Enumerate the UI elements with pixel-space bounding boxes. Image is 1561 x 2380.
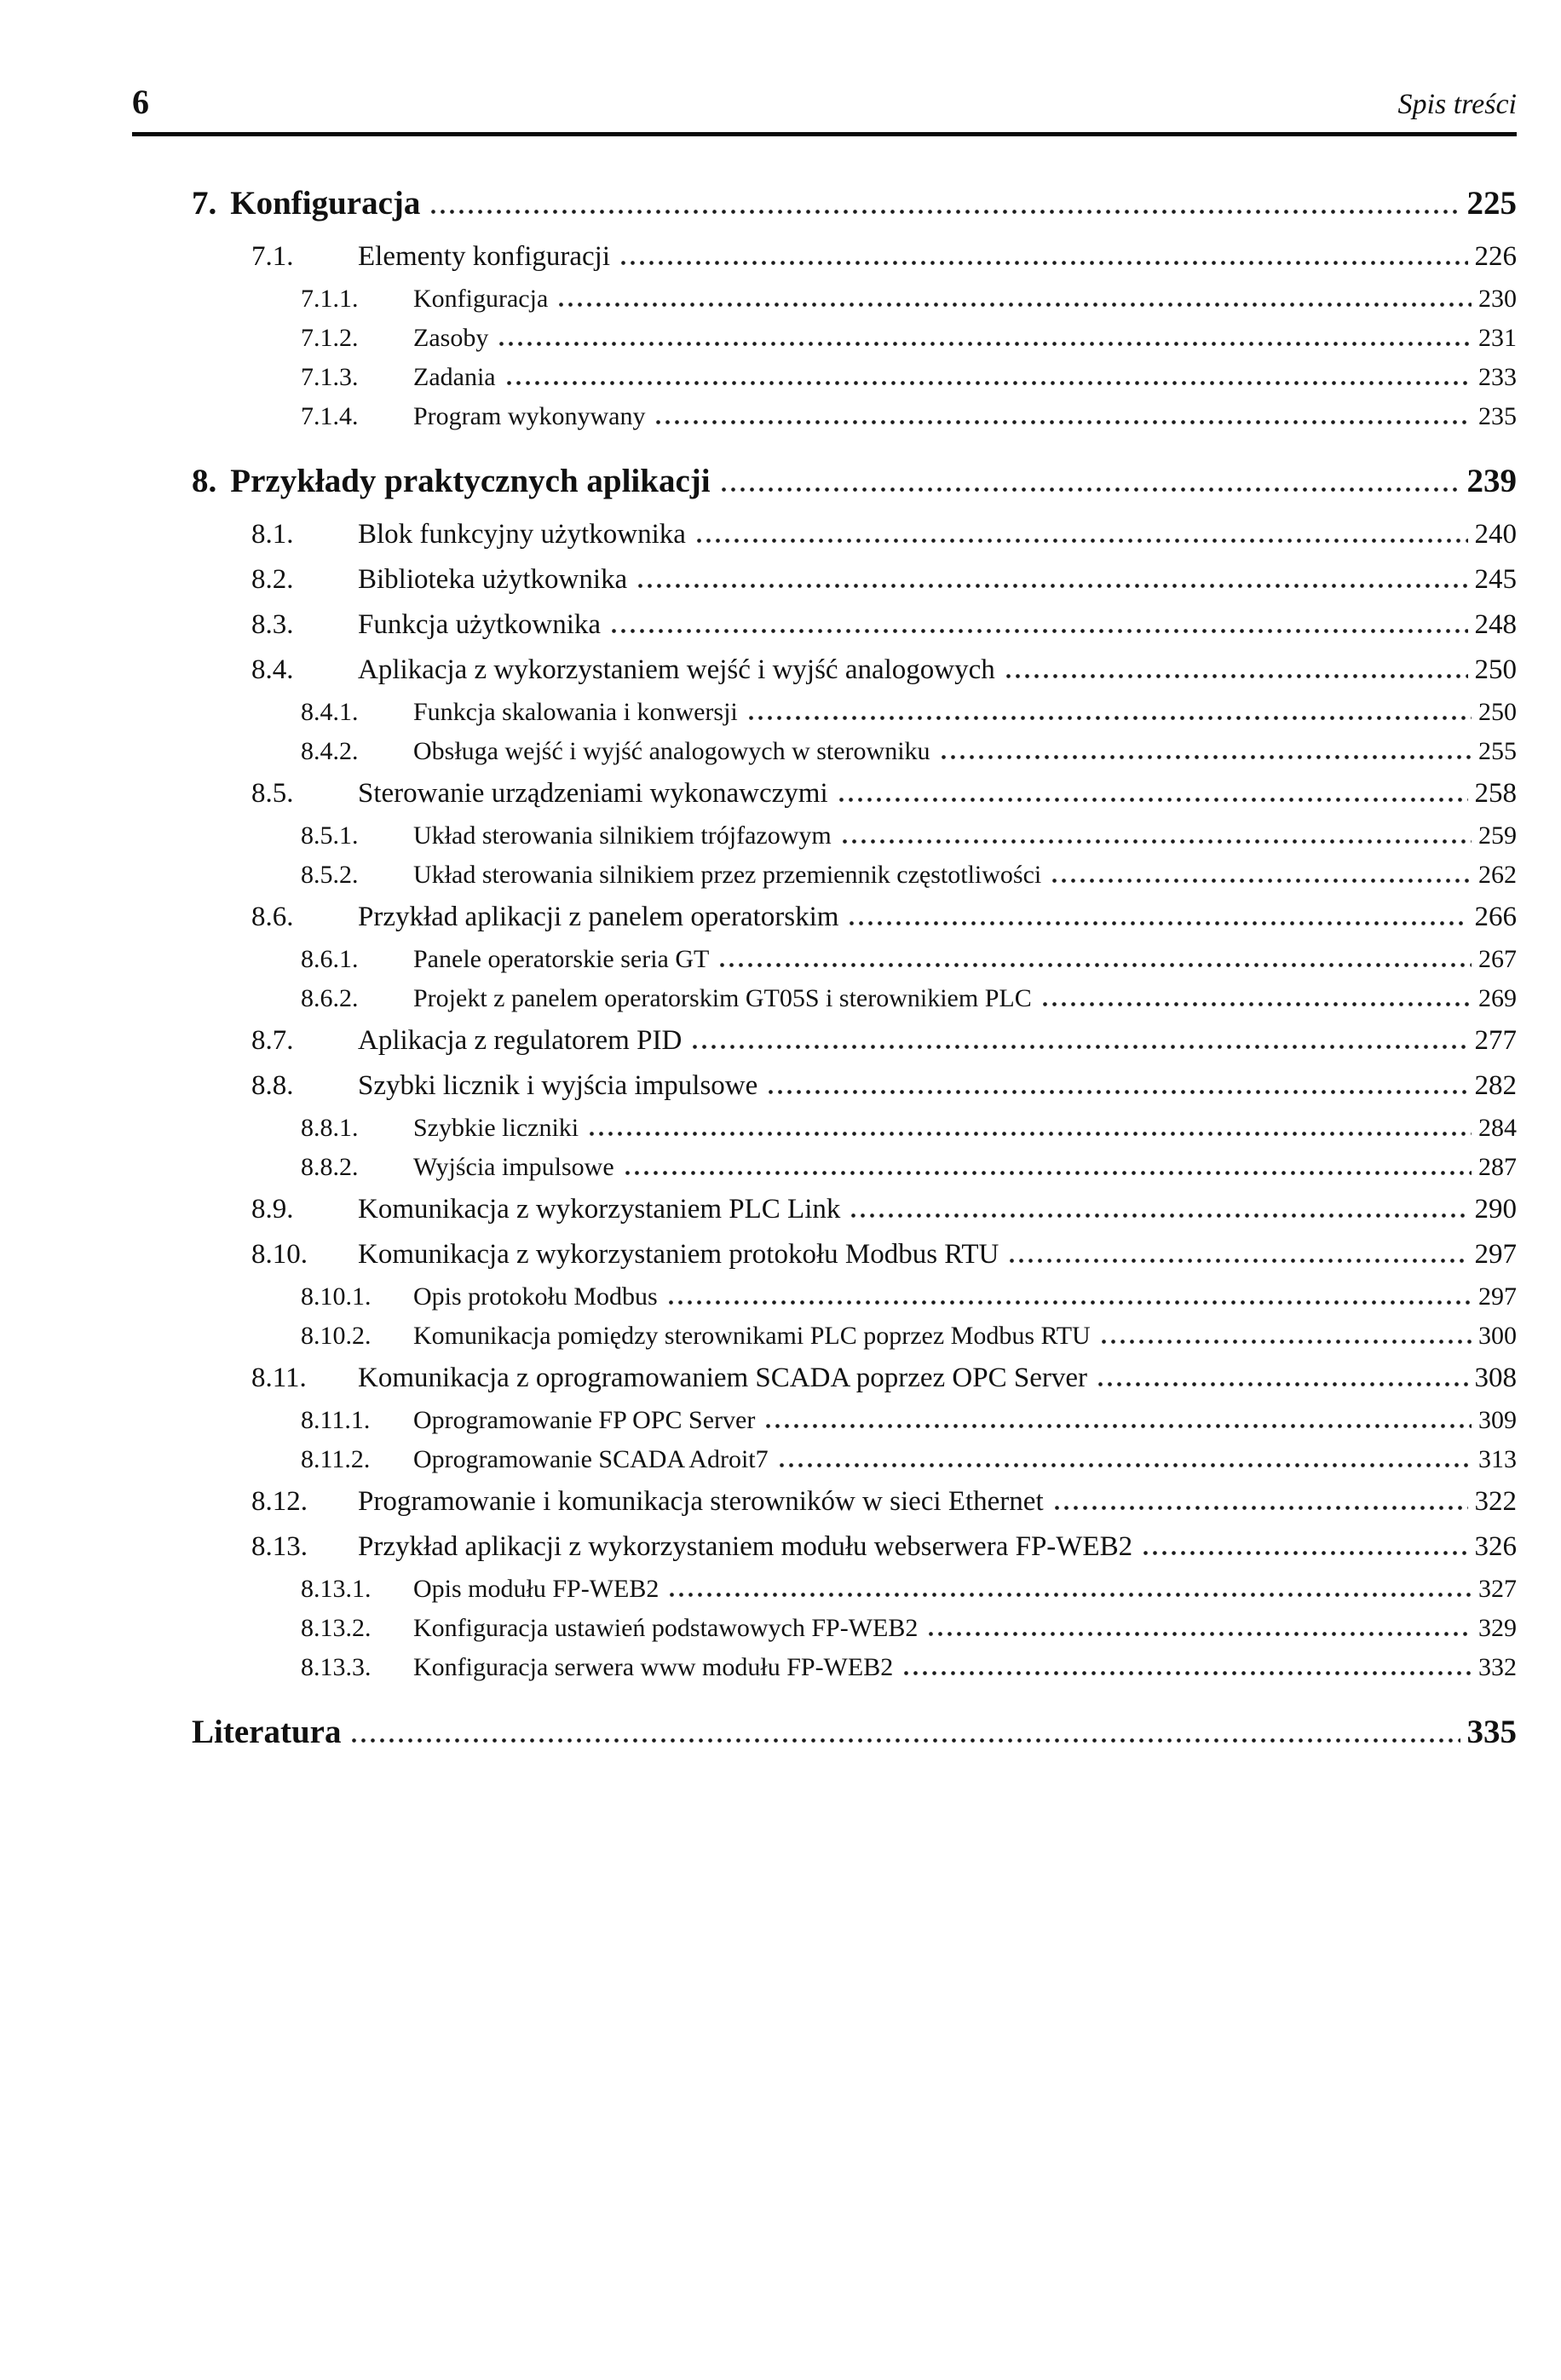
toc-entry — [132, 648, 1517, 693]
dot-leader — [1052, 1506, 1468, 1510]
toc-entry-number: 8.6.1. — [301, 945, 359, 973]
toc-entry — [132, 1148, 1517, 1187]
toc-entry — [132, 1440, 1517, 1479]
toc-entry-title: Aplikacja z wykorzystaniem wejść i wyjść analogowych — [358, 654, 995, 685]
toc-entry — [132, 895, 1517, 940]
toc-entry — [132, 732, 1517, 771]
dot-leader — [1040, 1002, 1472, 1006]
toc-entry-title: Szybkie liczniki — [413, 1114, 579, 1142]
toc-entry — [132, 1713, 1517, 1751]
toc-entry-page: 290 — [1474, 1194, 1517, 1225]
table-of-contents — [132, 184, 1517, 1751]
toc-entry-number: 7.1.3. — [301, 363, 359, 391]
toc-entry-title: Blok funkcyjny użytkownika — [358, 519, 686, 550]
toc-entry-title: Oprogramowanie SCADA Adroit7 — [413, 1445, 769, 1473]
dot-leader — [717, 963, 1472, 967]
toc-entry-title: Biblioteka użytkownika — [358, 564, 628, 595]
toc-entry-title: Aplikacja z regulatorem PID — [358, 1025, 683, 1056]
toc-entry-number: 8.13.3. — [301, 1653, 372, 1681]
toc-entry-number: 8.12. — [251, 1486, 308, 1517]
toc-entry-page: 335 — [1466, 1714, 1517, 1750]
toc-entry-page: 322 — [1474, 1486, 1517, 1517]
toc-entry — [132, 602, 1517, 648]
toc-entry-page: 297 — [1478, 1282, 1517, 1311]
toc-entry-number: 8.9. — [251, 1194, 294, 1225]
toc-entry-title: Obsługa wejść i wyjść analogowych w sterowniku — [413, 737, 930, 765]
toc-entry-page: 327 — [1478, 1575, 1517, 1603]
toc-entry-number: 8.3. — [251, 609, 294, 640]
toc-entry-number: 8.5.2. — [301, 861, 359, 889]
toc-entry-title: Funkcja skalowania i konwersji — [413, 698, 738, 726]
dot-leader — [763, 1424, 1472, 1428]
dot-leader — [654, 420, 1472, 424]
toc-entry-page: 240 — [1474, 519, 1517, 550]
toc-entry-page: 226 — [1474, 241, 1517, 272]
dot-leader — [556, 303, 1472, 307]
toc-entry-title: Panele operatorskie seria GT — [413, 945, 710, 973]
toc-entry — [132, 1018, 1517, 1063]
toc-entry-number: 8.8. — [251, 1070, 294, 1101]
toc-entry-title: Literatura — [192, 1714, 342, 1750]
toc-entry — [132, 1609, 1517, 1648]
toc-entry-number: 8.11.2. — [301, 1445, 371, 1473]
dot-leader — [901, 1671, 1472, 1675]
toc-entry-page: 326 — [1474, 1531, 1517, 1562]
toc-entry-page: 282 — [1474, 1070, 1517, 1101]
dot-leader — [837, 798, 1468, 802]
toc-entry-title: Przykłady praktycznych aplikacji — [230, 463, 711, 499]
toc-entry-page: 245 — [1474, 564, 1517, 595]
toc-entry-page: 248 — [1474, 609, 1517, 640]
toc-entry-title: Komunikacja z wykorzystaniem PLC Link — [358, 1194, 841, 1225]
toc-entry-page: 313 — [1478, 1445, 1517, 1473]
toc-entry — [132, 397, 1517, 436]
toc-entry-number: 8.6. — [251, 902, 294, 932]
toc-entry-number: 8.13. — [251, 1531, 308, 1562]
toc-entry — [132, 940, 1517, 979]
toc-entry — [132, 816, 1517, 856]
toc-entry-title: Elementy konfiguracji — [358, 241, 610, 272]
toc-entry — [132, 462, 1517, 500]
dot-leader — [1050, 879, 1472, 883]
dot-leader — [1096, 1382, 1468, 1386]
dot-leader — [926, 1632, 1472, 1636]
dot-leader — [694, 539, 1468, 543]
toc-entry-number: 8.5.1. — [301, 821, 359, 850]
toc-entry — [132, 512, 1517, 557]
toc-entry-page: 262 — [1478, 861, 1517, 889]
toc-entry-title: Funkcja użytkownika — [358, 609, 602, 640]
toc-entry-page: 231 — [1478, 324, 1517, 352]
dot-leader — [349, 1737, 1460, 1743]
toc-entry-title: Układ sterowania silnikiem przez przemiennik częstotliwości — [413, 861, 1042, 889]
toc-entry-page: 225 — [1466, 185, 1517, 222]
toc-entry — [132, 557, 1517, 602]
dot-leader — [1141, 1551, 1467, 1555]
toc-entry-number: 8.11. — [251, 1363, 307, 1393]
dot-leader — [636, 584, 1467, 588]
toc-entry — [132, 1232, 1517, 1277]
toc-entry-title: Program wykonywany — [413, 402, 646, 430]
toc-entry-number: 8.10. — [251, 1239, 308, 1270]
toc-entry — [132, 358, 1517, 397]
toc-entry — [132, 184, 1517, 222]
dot-leader — [690, 1045, 1467, 1049]
toc-entry-number: 8.5. — [251, 778, 294, 809]
dot-leader — [587, 1132, 1472, 1136]
toc-entry-title: Konfiguracja — [413, 285, 549, 313]
dot-leader — [504, 381, 1472, 385]
toc-entry-page: 287 — [1478, 1153, 1517, 1181]
toc-entry-number: 8.2. — [251, 564, 294, 595]
toc-entry-number: 8. — [192, 463, 217, 499]
page-number: 6 — [132, 83, 149, 121]
dot-leader — [667, 1593, 1472, 1597]
toc-entry — [132, 279, 1517, 319]
toc-entry-number: 8.8.2. — [301, 1153, 359, 1181]
toc-entry-number: 8.4.2. — [301, 737, 359, 765]
toc-entry-title: Projekt z panelem operatorskim GT05S i sterownikiem PLC — [413, 984, 1032, 1012]
toc-entry-number: 7.1. — [251, 241, 294, 272]
toc-entry — [132, 1187, 1517, 1232]
toc-entry-title: Zadania — [413, 363, 496, 391]
dot-leader — [849, 1213, 1467, 1218]
toc-entry-page: 300 — [1478, 1322, 1517, 1350]
toc-entry-page: 250 — [1478, 698, 1517, 726]
dot-leader — [1004, 674, 1468, 678]
dot-leader — [429, 209, 1460, 214]
toc-entry-title: Wyjścia impulsowe — [413, 1153, 614, 1181]
toc-entry — [132, 771, 1517, 816]
toc-entry-title: Opis protokołu Modbus — [413, 1282, 658, 1311]
toc-entry-number: 7. — [192, 185, 217, 222]
header-rule — [132, 132, 1517, 136]
dot-leader — [777, 1463, 1472, 1467]
toc-entry-title: Układ sterowania silnikiem trójfazowym — [413, 821, 832, 850]
toc-entry-title: Komunikacja z wykorzystaniem protokołu Modbus RTU — [358, 1239, 999, 1270]
toc-entry-number: 8.1. — [251, 519, 294, 550]
toc-entry-page: 259 — [1478, 821, 1517, 850]
toc-entry-title: Konfiguracja — [230, 185, 421, 222]
dot-leader — [746, 716, 1472, 720]
toc-entry — [132, 1317, 1517, 1356]
toc-entry-page: 239 — [1466, 463, 1517, 499]
running-head-title: Spis treści — [1397, 89, 1517, 120]
dot-leader — [939, 755, 1472, 759]
dot-leader — [766, 1090, 1467, 1094]
dot-leader — [719, 487, 1460, 492]
toc-entry — [132, 1648, 1517, 1687]
toc-entry-title: Konfiguracja serwera www modułu FP-WEB2 — [413, 1653, 894, 1681]
toc-entry-number: 7.1.1. — [301, 285, 359, 313]
toc-entry-page: 329 — [1478, 1614, 1517, 1642]
toc-entry-number: 8.13.2. — [301, 1614, 372, 1642]
toc-entry — [132, 979, 1517, 1018]
toc-entry-title: Programowanie i komunikacja sterowników w sieci Ethernet — [358, 1486, 1044, 1517]
dot-leader — [623, 1171, 1472, 1175]
toc-entry-title: Konfiguracja ustawień podstawowych FP-WEB2 — [413, 1614, 919, 1642]
toc-entry-number: 8.6.2. — [301, 984, 359, 1012]
toc-entry-number: 8.11.1. — [301, 1406, 371, 1434]
toc-entry-title: Sterowanie urządzeniami wykonawczymi — [358, 778, 828, 809]
toc-entry — [132, 1401, 1517, 1440]
dot-leader — [1007, 1259, 1467, 1263]
dot-leader — [840, 839, 1472, 844]
toc-entry — [132, 1356, 1517, 1401]
toc-entry-title: Zasoby — [413, 324, 489, 352]
toc-entry-page: 233 — [1478, 363, 1517, 391]
toc-entry-number: 8.10.2. — [301, 1322, 372, 1350]
toc-entry-page: 309 — [1478, 1406, 1517, 1434]
toc-entry-number: 8.10.1. — [301, 1282, 372, 1311]
toc-entry — [132, 856, 1517, 895]
toc-entry-title: Opis modułu FP-WEB2 — [413, 1575, 660, 1603]
toc-entry-number: 8.4.1. — [301, 698, 359, 726]
toc-entry-page: 308 — [1474, 1363, 1517, 1393]
running-head — [132, 82, 1517, 122]
toc-entry-page: 255 — [1478, 737, 1517, 765]
dot-leader — [619, 261, 1468, 265]
toc-entry-page: 235 — [1478, 402, 1517, 430]
toc-entry-page: 250 — [1474, 654, 1517, 685]
toc-entry — [132, 319, 1517, 358]
toc-entry-page: 269 — [1478, 984, 1517, 1012]
toc-entry-page: 332 — [1478, 1653, 1517, 1681]
toc-entry-number: 8.13.1. — [301, 1575, 372, 1603]
toc-entry-page: 230 — [1478, 285, 1517, 313]
toc-entry-page: 258 — [1474, 778, 1517, 809]
toc-entry — [132, 693, 1517, 732]
dot-leader — [609, 629, 1467, 633]
toc-entry-title: Oprogramowanie FP OPC Server — [413, 1406, 756, 1434]
toc-entry-number: 7.1.4. — [301, 402, 359, 430]
dot-leader — [497, 342, 1472, 346]
toc-entry-page: 284 — [1478, 1114, 1517, 1142]
toc-entry-title: Komunikacja z oprogramowaniem SCADA poprzez OPC Server — [358, 1363, 1087, 1393]
toc-entry — [132, 1109, 1517, 1148]
toc-entry-page: 297 — [1474, 1239, 1517, 1270]
dot-leader — [847, 921, 1467, 925]
toc-entry — [132, 1277, 1517, 1317]
toc-entry — [132, 1570, 1517, 1609]
dot-leader — [1099, 1340, 1472, 1344]
toc-entry-title: Szybki licznik i wyjścia impulsowe — [358, 1070, 758, 1101]
toc-entry-page: 267 — [1478, 945, 1517, 973]
toc-entry-page: 277 — [1474, 1025, 1517, 1056]
toc-entry-number: 8.7. — [251, 1025, 294, 1056]
toc-entry-page: 266 — [1474, 902, 1517, 932]
toc-entry — [132, 1063, 1517, 1109]
toc-entry — [132, 1524, 1517, 1570]
toc-entry-number: 8.4. — [251, 654, 294, 685]
toc-entry-title: Przykład aplikacji z panelem operatorskim — [358, 902, 839, 932]
toc-entry — [132, 1479, 1517, 1524]
toc-entry-number: 8.8.1. — [301, 1114, 359, 1142]
toc-entry-title: Komunikacja pomiędzy sterownikami PLC poprzez Modbus RTU — [413, 1322, 1091, 1350]
toc-entry-title: Przykład aplikacji z wykorzystaniem modułu webserwera FP-WEB2 — [358, 1531, 1133, 1562]
dot-leader — [666, 1300, 1472, 1305]
toc-entry-number: 7.1.2. — [301, 324, 359, 352]
toc-entry — [132, 234, 1517, 279]
